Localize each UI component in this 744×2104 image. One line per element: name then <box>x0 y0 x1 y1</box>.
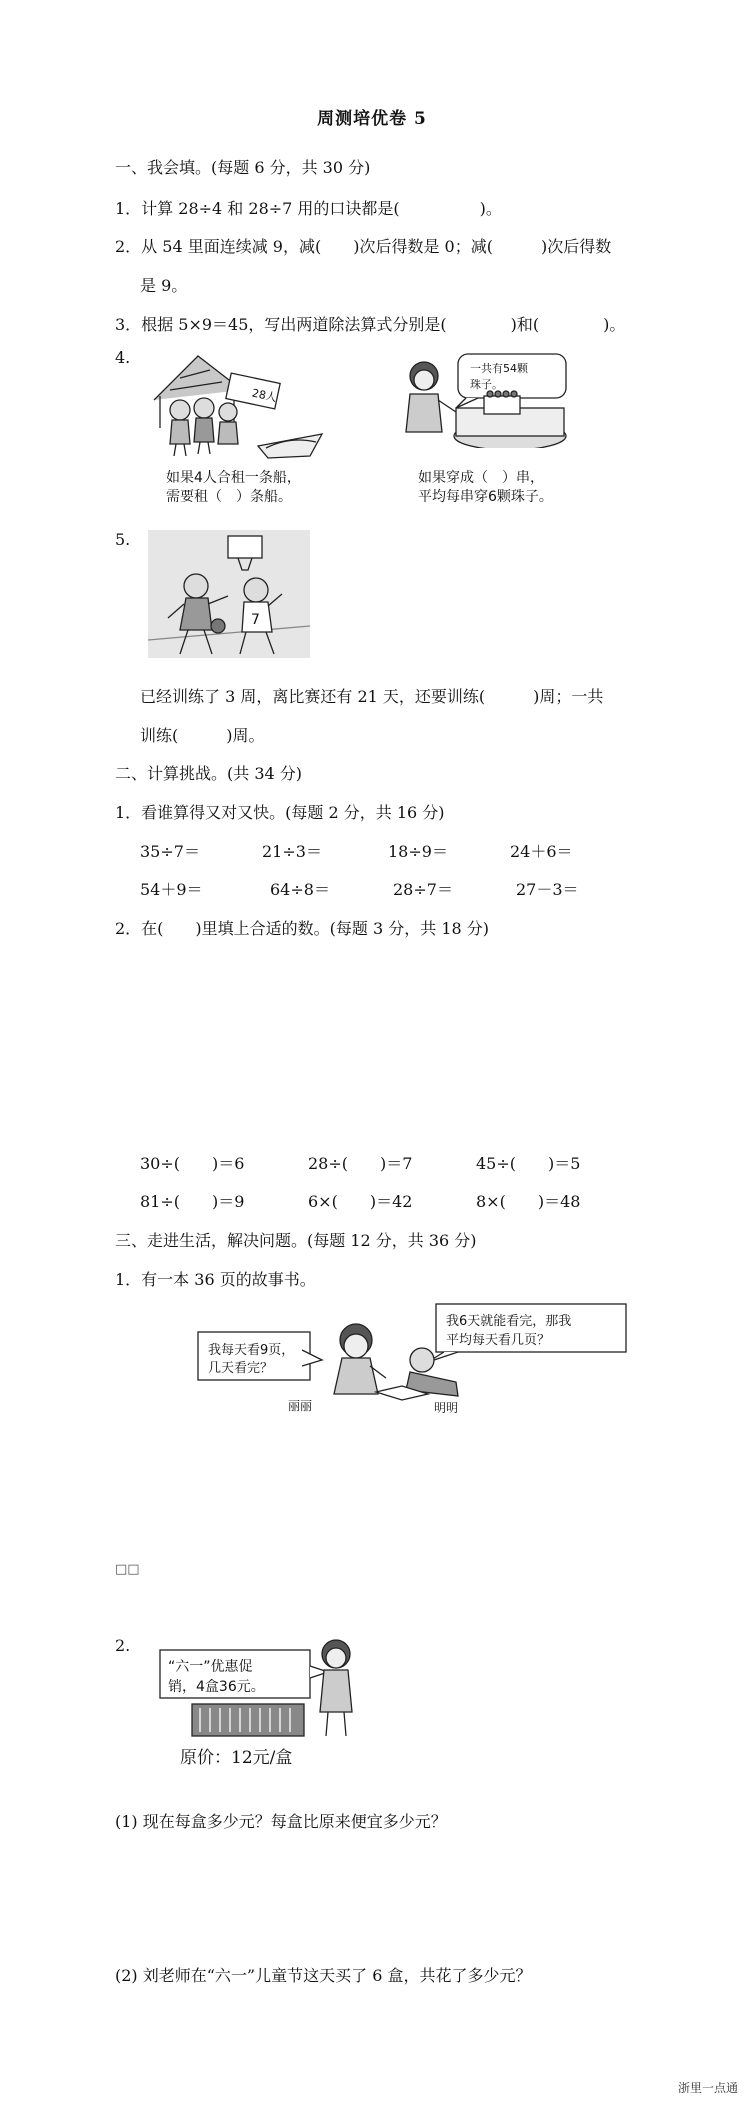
basketball-illustration <box>148 530 310 658</box>
fill-item: 8×( )＝48 <box>476 1192 581 1211</box>
question-3-2-number: 2. <box>115 1636 131 1655</box>
calc-item: 21÷3＝ <box>262 842 322 861</box>
beads-illustration <box>400 348 580 448</box>
lili-bubble-line1: 我每天看9页， <box>208 1343 295 1358</box>
mingming-bubble-line2: 平均每天看几页？ <box>446 1333 551 1348</box>
fill-item: 28÷( )＝7 <box>308 1154 413 1173</box>
story-book-illustration <box>196 1300 630 1416</box>
mingming-bubble-line1: 我6天就能看完，那我 <box>446 1314 572 1329</box>
question-1-5-line1: 已经训练了 3 周，离比赛还有 21 天，还要训练( )周；一共 <box>140 687 604 706</box>
original-price: 原价：12元/盒 <box>180 1748 293 1768</box>
question-1-5-number: 5. <box>115 530 131 549</box>
calc-item: 54＋9＝ <box>140 880 203 899</box>
promotion-illustration <box>152 1636 362 1746</box>
fill-item: 81÷( )＝9 <box>140 1192 245 1211</box>
question-3-2-part2: (2) 刘老师在“六一”儿童节这天买了 6 盒，共花了多少元？ <box>115 1966 532 1985</box>
boat-caption-line2: 需要租（ ）条船。 <box>166 489 292 505</box>
boat-caption-line1: 如果4人合租一条船， <box>166 470 301 486</box>
section-one-heading: 一、我会填。(每题 6 分，共 30 分) <box>115 158 371 177</box>
placeholder-marker: □□ <box>115 1562 140 1577</box>
beads-bubble-line1: 一共有54颗 <box>470 362 528 375</box>
beads-caption-line1: 如果穿成（ ）串， <box>418 470 544 486</box>
calc-item: 64÷8＝ <box>270 880 330 899</box>
calc-item: 27－3＝ <box>516 880 579 899</box>
calc-item: 24＋6＝ <box>510 842 573 861</box>
fill-item: 30÷( )＝6 <box>140 1154 245 1173</box>
question-1-2-line2: 是 9。 <box>140 276 188 295</box>
calc-item: 35÷7＝ <box>140 842 200 861</box>
question-2-2: 2．在( )里填上合适的数。(每题 3 分，共 18 分) <box>115 919 490 938</box>
question-3-2-part1: (1) 现在每盒多少元？每盒比原来便宜多少元？ <box>115 1812 447 1831</box>
footer-brand: 浙里一点通 <box>677 2081 738 2095</box>
section-three-heading: 三、走进生活，解决问题。(每题 12 分，共 36 分) <box>115 1231 477 1250</box>
section-two-heading: 二、计算挑战。(共 34 分) <box>115 764 303 783</box>
question-1-3: 3．根据 5×9＝45，写出两道除法算式分别是( )和( )。 <box>115 315 626 334</box>
beads-caption-line2: 平均每串穿6颗珠子。 <box>418 489 553 505</box>
fill-item: 6×( )＝42 <box>308 1192 413 1211</box>
page-title: 周测培优卷 5 <box>317 109 427 129</box>
name-mingming: 明明 <box>434 1401 459 1415</box>
promo-line1: “六一”优惠促 <box>168 1659 253 1675</box>
calc-item: 28÷7＝ <box>393 880 453 899</box>
promo-line2: 销，4盒36元。 <box>168 1679 265 1695</box>
question-2-1: 1．看谁算得又对又快。(每题 2 分，共 16 分) <box>115 803 445 822</box>
question-1-2-line1: 2．从 54 里面连续减 9，减( )次后得数是 0；减( )次后得数 <box>115 237 612 256</box>
boat-rental-illustration <box>140 348 330 460</box>
calc-item: 18÷9＝ <box>388 842 448 861</box>
name-lili: 丽丽 <box>288 1399 313 1413</box>
question-3-1: 1．有一本 36 页的故事书。 <box>115 1270 316 1289</box>
beads-bubble-line2: 珠子。 <box>470 378 503 391</box>
boat-sign-text: 28人 <box>250 386 278 405</box>
fill-item: 45÷( )＝5 <box>476 1154 581 1173</box>
question-1-1: 1．计算 28÷4 和 28÷7 用的口诀都是( )。 <box>115 199 502 218</box>
lili-bubble-line2: 几天看完？ <box>208 1361 274 1376</box>
question-1-5-line2: 训练( )周。 <box>140 726 265 745</box>
jersey-number: 7 <box>251 612 260 628</box>
question-1-4-number: 4. <box>115 348 131 367</box>
